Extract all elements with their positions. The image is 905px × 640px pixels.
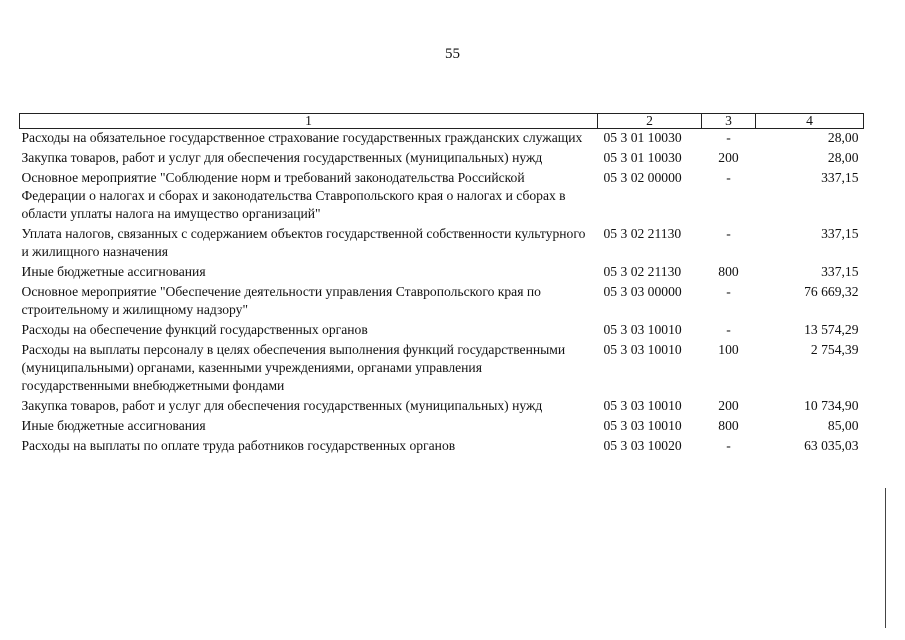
row-expense-type: 800 <box>718 418 739 433</box>
row-sum: 13 574,29 <box>804 322 859 337</box>
row-code: 05 3 02 21130 <box>603 264 682 279</box>
scan-edge-line <box>885 488 886 628</box>
row-sum: 76 669,32 <box>804 284 859 299</box>
row-name: Расходы на выплаты персоналу в целях обеспечения выполнения функций государственными (муниципальными) органами, казенными учреждениями, органами управления государственными внебюджетными фондами <box>21 342 566 393</box>
row-expense-type: 800 <box>718 264 739 279</box>
row-sum: 337,15 <box>821 170 859 185</box>
row-name: Расходы на обязательное государственное страхование государственных гражданских служащих <box>21 130 583 145</box>
row-code: 05 3 03 10020 <box>603 438 682 453</box>
table-row <box>20 417 864 437</box>
row-code: 05 3 03 10010 <box>603 398 682 413</box>
table-row <box>20 169 864 225</box>
row-expense-type: 100 <box>718 342 739 357</box>
row-sum: 337,15 <box>821 264 859 279</box>
row-sum: 337,15 <box>821 226 859 241</box>
row-sum: 63 035,03 <box>804 438 859 453</box>
column-header-name: 1 <box>20 114 598 129</box>
row-code: 05 3 03 10010 <box>603 342 682 357</box>
row-sum: 28,00 <box>827 150 859 165</box>
row-name: Иные бюджетные ассигнования <box>21 418 206 433</box>
row-name: Закупка товаров, работ и услуг для обеспечения государственных (муниципальных) нужд <box>21 150 543 165</box>
row-name: Расходы на выплаты по оплате труда работников государственных органов <box>21 438 456 453</box>
table-row <box>20 129 864 150</box>
table-header-row <box>20 114 864 129</box>
row-sum: 28,00 <box>827 130 859 145</box>
row-name: Уплата налогов, связанных с содержанием объектов государственной собственности культурного и жилищного назначения <box>21 226 586 259</box>
row-expense-type: 200 <box>718 150 739 165</box>
table-row <box>20 397 864 417</box>
row-code: 05 3 02 21130 <box>603 226 682 241</box>
row-name: Расходы на обеспечение функций государственных органов <box>21 322 368 337</box>
row-code: 05 3 02 00000 <box>603 170 682 185</box>
row-code: 05 3 03 00000 <box>603 284 682 299</box>
page-number: 55 <box>445 46 460 62</box>
column-header-code: 2 <box>598 114 702 129</box>
row-expense-type: - <box>726 322 731 337</box>
table-row <box>20 341 864 397</box>
row-name: Закупка товаров, работ и услуг для обеспечения государственных (муниципальных) нужд <box>21 398 543 413</box>
row-code: 05 3 01 10030 <box>603 130 682 145</box>
column-header-sum: 4 <box>756 114 864 129</box>
column-header-type: 3 <box>702 114 756 129</box>
row-sum: 85,00 <box>827 418 859 433</box>
row-expense-type: - <box>726 226 731 241</box>
table-row <box>20 263 864 283</box>
row-code: 05 3 01 10030 <box>603 150 682 165</box>
row-expense-type: - <box>726 170 731 185</box>
table-row <box>20 283 864 321</box>
row-expense-type: 200 <box>718 398 739 413</box>
row-sum: 2 754,39 <box>810 342 859 357</box>
row-expense-type: - <box>726 130 731 145</box>
row-sum: 10 734,90 <box>804 398 859 413</box>
row-code: 05 3 03 10010 <box>603 322 682 337</box>
row-expense-type: - <box>726 438 731 453</box>
row-name: Основное мероприятие "Обеспечение деятельности управления Ставропольского края по строительному и жилищному надзору" <box>21 284 541 317</box>
table-row <box>20 225 864 263</box>
table-row <box>20 321 864 341</box>
row-name: Основное мероприятие "Соблюдение норм и требований законодательства Российской Федерации о налогах и сборах и законодательства Ставропольского края о налогах и сборах в области уплаты налога на имущество организаций" <box>21 170 566 221</box>
row-expense-type: - <box>726 284 731 299</box>
budget-table <box>19 113 864 457</box>
row-code: 05 3 03 10010 <box>603 418 682 433</box>
table-row <box>20 149 864 169</box>
row-name: Иные бюджетные ассигнования <box>21 264 206 279</box>
table-row <box>20 437 864 457</box>
